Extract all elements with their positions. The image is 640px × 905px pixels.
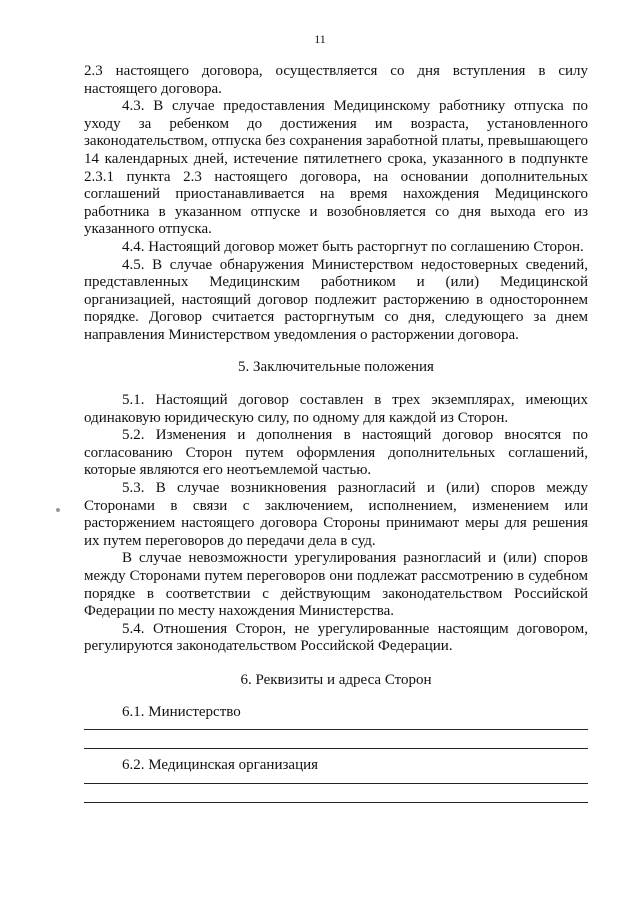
organization-fill-line-2 xyxy=(84,802,588,803)
subsection-6-2-medical-organization: 6.2. Медицинская организация xyxy=(122,757,319,774)
organization-fill-line-1 xyxy=(84,783,588,784)
paragraph-5-4: 5.4. Отношения Сторон, не урегулированные настоящим договором, регулируются законодательством Российской Федерации. xyxy=(84,620,588,655)
paragraph-5-2: 5.2. Изменения и дополнения в настоящий договор вносятся по согласованию Сторон путем оформления дополнительных соглашений, которые являются его неотъемлемой частью. xyxy=(84,427,588,479)
section-6-heading: 6. Реквизиты и адреса Сторон xyxy=(240,672,432,688)
paragraph-2-3-continuation: 2.3 настоящего договора, осуществляется со дня вступления в силу настоящего договора. xyxy=(84,63,588,97)
page-number: 11 xyxy=(314,32,326,46)
paragraph-4-3: 4.3. В случае предоставления Медицинскому работнику отпуска по уходу за ребенком до достижения им возраста, установленного законодательством, отпуска без сохранения заработной платы, превышающего 14 календарных дней, истечение пятилетнего срока, указанного в подпункте 2.3.1 пункта 2.3 настоящего договора, на основании дополнительных соглашений приостанавливается на время нахождения Медицинского работника в указанном отпуске и возобновляется со дня выхода его из указанного отпуска. xyxy=(84,98,588,238)
paragraph-4-4: 4.4. Настоящий договор может быть расторгнут по соглашению Сторон. xyxy=(122,238,584,255)
paragraph-4-5: 4.5. В случае обнаружения Министерством недостоверных сведений, представленных Медицинским работником и (или) Медицинской организацией, настоящий договор подлежит расторжению в одностороннем порядке. Договор считается расторгнутым со дня, следующего за днем направления Министерством уведомления о расторжении договора. xyxy=(84,256,588,343)
section-5-heading: 5. Заключительные положения xyxy=(238,358,434,375)
paragraph-5-3-continuation: В случае невозможности урегулирования разногласий и (или) споров между Сторонами путем переговоров они подлежат рассмотрению в судебном порядке в соответствии с действующим законодательством Российской Федерации по месту нахождения Министерства. xyxy=(84,550,588,620)
document-body xyxy=(84,63,588,803)
paragraph-5-3: 5.3. В случае возникновения разногласий и (или) споров между Сторонами в связи с заключением, исполнением, изменением или расторжением настоящего договора Стороны принимают меры для решения их путем переговоров до передачи дела в суд. xyxy=(84,480,588,549)
ministry-fill-line-1 xyxy=(84,729,588,730)
ministry-fill-line-2 xyxy=(84,748,588,749)
scan-speck xyxy=(56,508,60,512)
paragraph-5-1: 5.1. Настоящий договор составлен в трех экземплярах, имеющих одинаковую юридическую силу, по одному для каждой из Сторон. xyxy=(84,392,588,426)
subsection-6-1-ministry: 6.1. Министерство xyxy=(122,703,241,720)
